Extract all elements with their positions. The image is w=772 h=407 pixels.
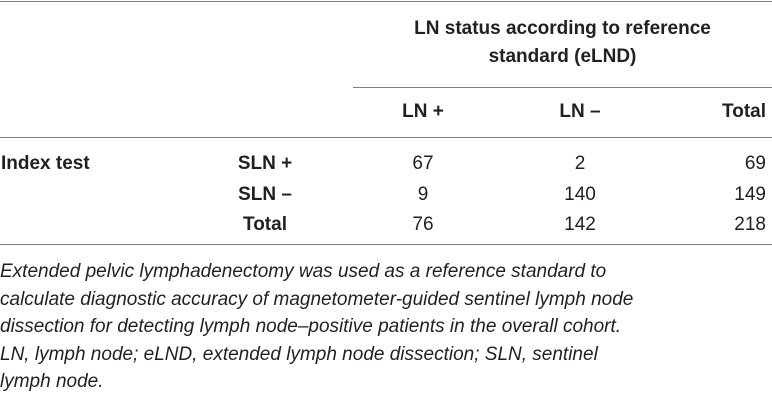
row-label: SLN – [238,184,292,205]
group-header-rule [353,87,772,88]
top-rule [0,1,772,2]
table-cell: 140 [564,184,596,205]
table-cell: 2 [574,153,586,174]
column-header-ln-positive: LN + [402,101,444,122]
table-footnote [0,258,770,396]
group-header-line-2: standard (eLND) [488,46,637,67]
row-label: SLN + [237,153,293,174]
row-group-label: Index test [1,153,90,174]
column-header-ln-negative: LN – [559,101,601,122]
table-cell: 149 [734,184,766,205]
footnote-line: lymph node. [0,371,104,392]
group-header [353,15,772,71]
table-cell: 76 [412,214,434,235]
table-cell: 142 [564,214,596,235]
table-cell: 67 [412,153,434,174]
table-cell: 9 [417,184,429,205]
table-cell: 218 [734,214,766,235]
table-cell: 69 [744,153,766,174]
footnote-line: calculate diagnostic accuracy of magnetometer-guided sentinel lymph node [0,288,634,310]
header-rule [0,137,772,138]
group-header-line-1: LN status according to reference [414,18,711,39]
row-label: Total [243,214,287,235]
footnote-line: dissection for detecting lymph node–positive patients in the overall cohort. [0,316,622,337]
footnote-line: Extended pelvic lymphadenectomy was used as a reference standard to [0,261,607,282]
footnote-line: LN, lymph node; eLND, extended lymph node dissection; SLN, sentinel [0,343,598,365]
bottom-rule [0,244,772,245]
column-header-total: Total [722,101,766,122]
